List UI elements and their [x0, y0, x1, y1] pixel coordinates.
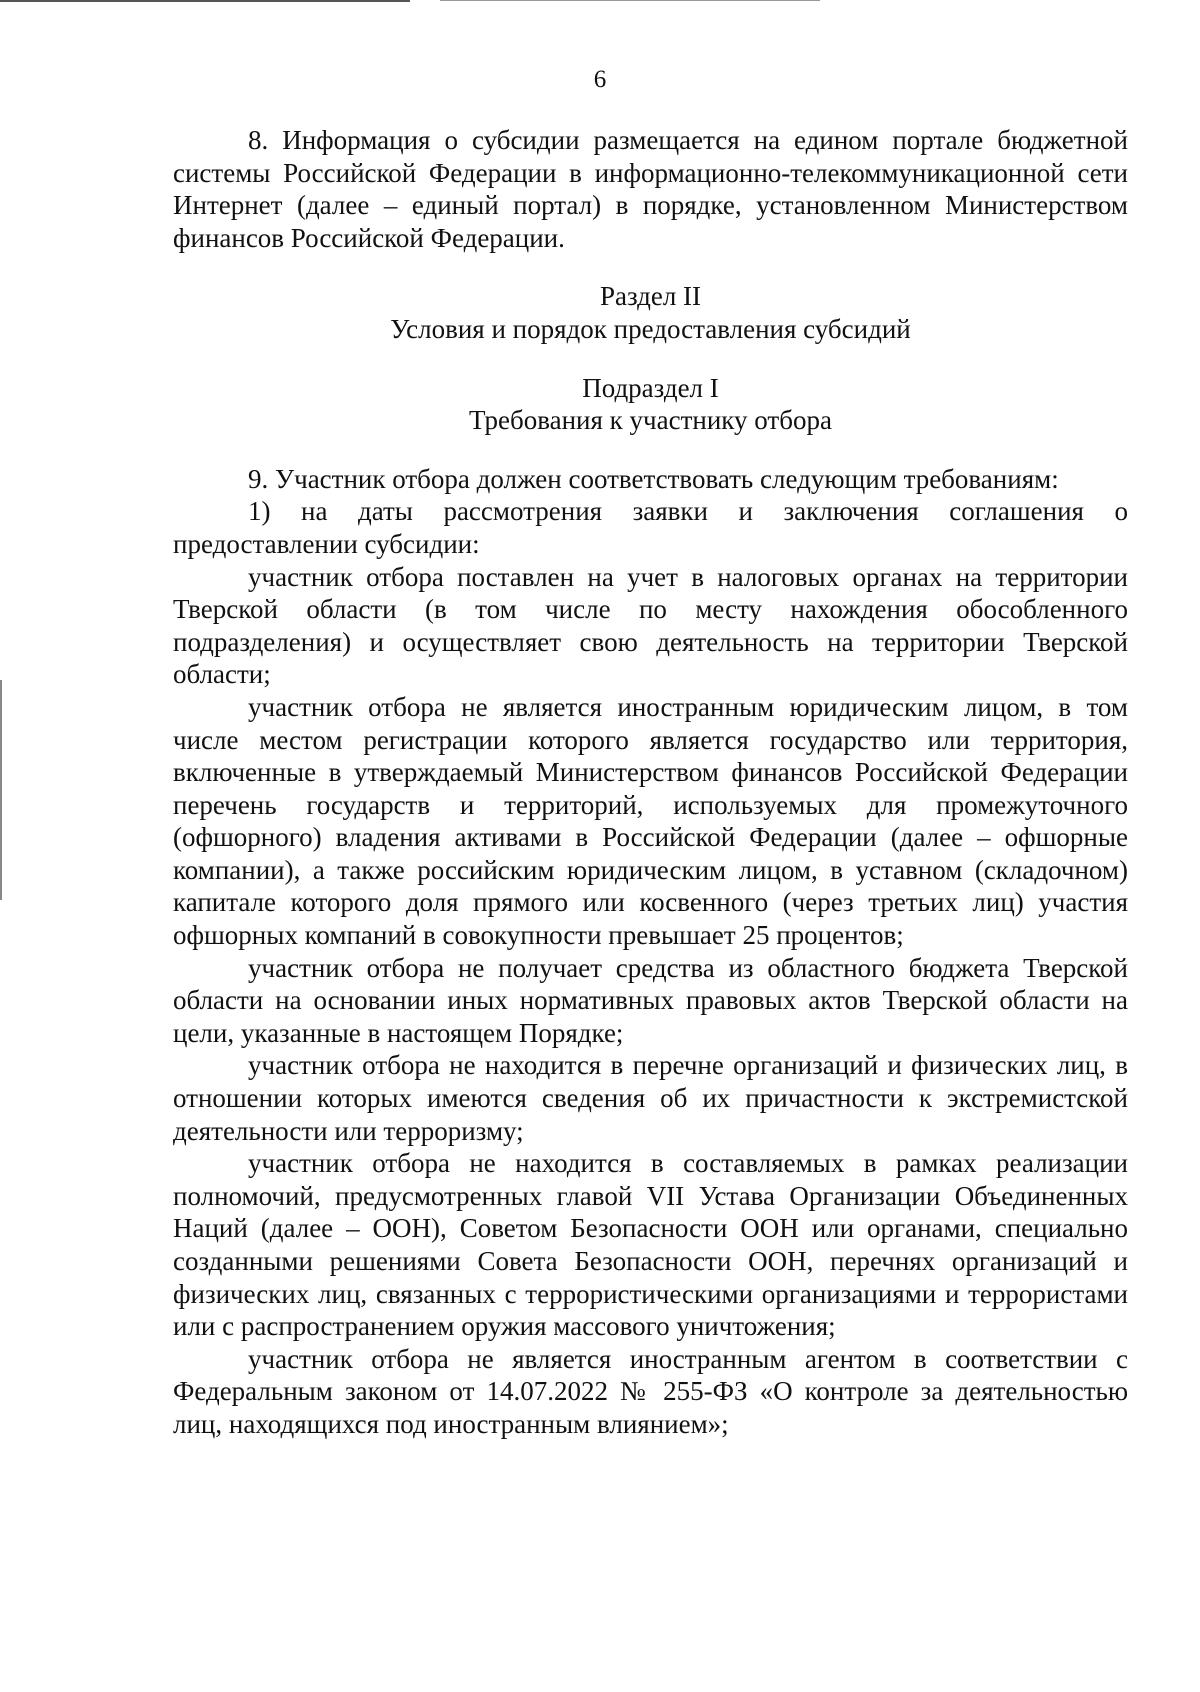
requirement-not-extremist: участник отбора не находится в перечне организаций и физических лиц, в отношении которых имеются сведения об их причастности к экстремистской деятельности или терроризму; — [173, 1050, 1128, 1146]
document-body — [173, 124, 1128, 1441]
scan-border-top — [0, 0, 410, 2]
section-label: Раздел II — [599, 281, 702, 312]
page-number: 6 — [593, 66, 607, 93]
requirement-not-foreign-agent: участник отбора не является иностранным агентом в соответствии с Федеральным законом от 14.07.2022 № 255-ФЗ «О контроле за деятельностью лиц, находящихся под иностранным влиянием»; — [173, 1343, 1128, 1439]
paragraph-9-item-1: 1) на даты рассмотрения заявки и заключения соглашения о предоставлении субсидии: — [173, 496, 1128, 559]
paragraph-8: 8. Информация о субсидии размещается на едином портале бюджетной системы Российской Федерации в информационно-телекоммуникационной сети Интернет (далее – единый портал) в порядке, установленном Министерством финансов Российской Федерации. — [173, 125, 1128, 253]
requirement-no-other-funds: участник отбора не получает средства из областного бюджета Тверской области на основании иных нормативных правовых актов Тверской области на цели, указанные в настоящем Порядке; — [173, 952, 1128, 1048]
requirement-tax-registration: участник отбора поставлен на учет в налоговых органах на территории Тверской области (в том числе по месту нахождения обособленного подразделения) и осуществляет свою деятельность на территории Тверской области; — [173, 561, 1128, 690]
section-title: Условия и порядок предоставления субсидий — [390, 313, 911, 344]
subsection-label: Подраздел I — [582, 372, 719, 403]
paragraph-9: 9. Участник отбора должен соответствовать следующим требованиям: — [248, 463, 1059, 494]
requirement-not-foreign-entity: участник отбора не является иностранным юридическим лицом, в том числе местом регистрации которого является государство или территория, включенные в утверждаемый Министерством финансов Российской Федерации перечень государств и территорий, используемых для промежуточного (офшорного) владения активами в Российской Федерации (далее – офшорные компании), а также российским юридическим лицом, в уставном (складочном) капитале которого доля прямого или косвенного (через третьих лиц) участия офшорных компаний в совокупности превышает 25 процентов; — [173, 691, 1128, 951]
scan-border-top-faint — [440, 0, 820, 1]
requirement-not-un-sanctioned: участник отбора не находится в составляемых в рамках реализации полномочий, предусмотренных главой VII Устава Организации Объединенных Наций (далее – ООН), Советом Безопасности ООН или органами, специально созданными решениями Совета Безопасности ООН, перечнях организаций и физических лиц, связанных с террористическими организациями и террористами или с распространением оружия массового уничтожения; — [173, 1148, 1128, 1342]
subsection-title: Требования к участнику отбора — [469, 405, 832, 436]
scan-border-left — [0, 680, 2, 900]
